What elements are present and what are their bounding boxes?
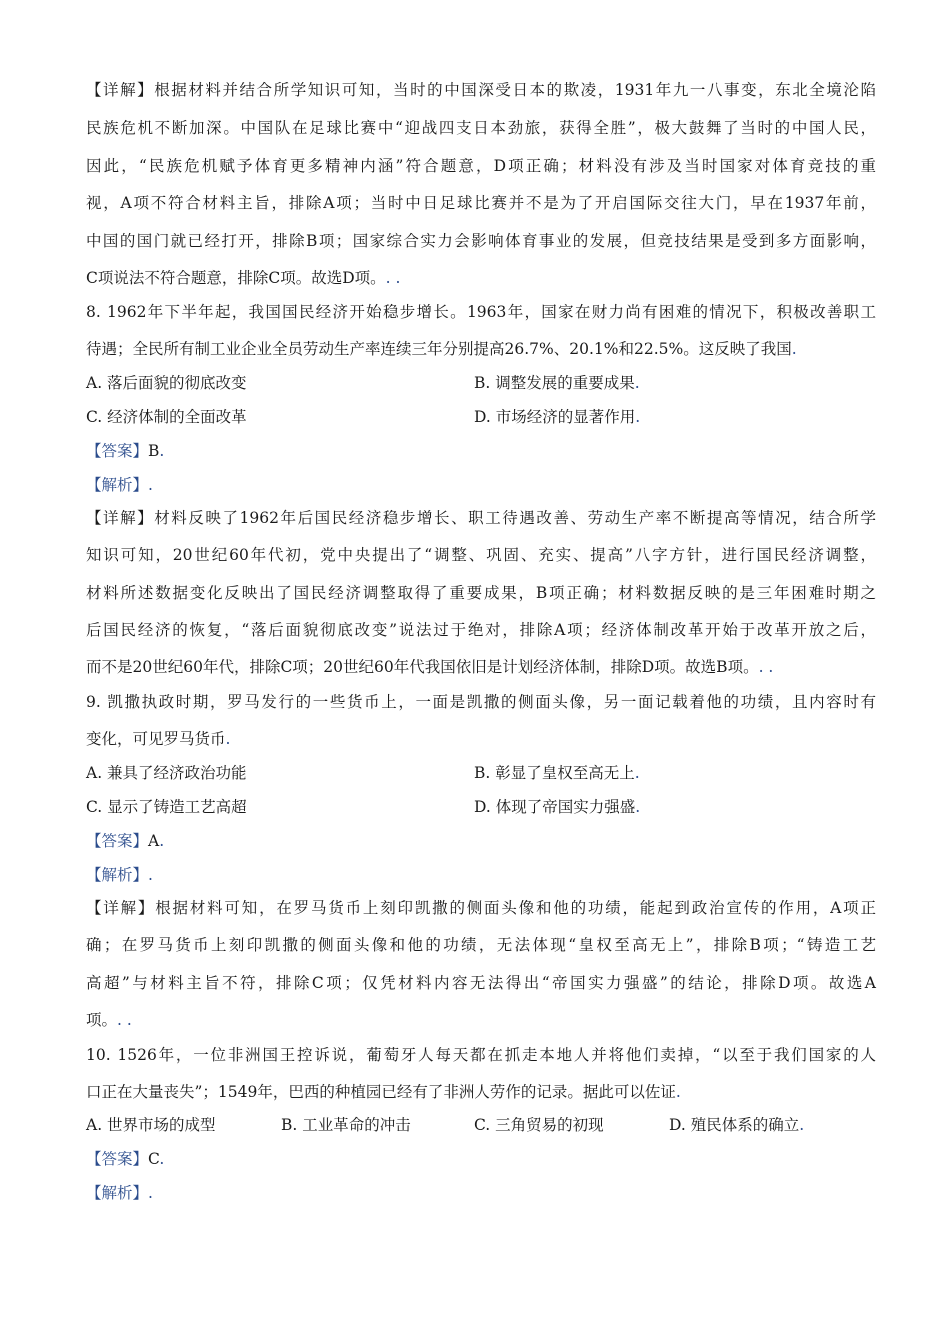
q9-option-a: A. 兼具了经济政治功能 <box>86 764 247 782</box>
q8-analysis-label: 【解析】. <box>86 476 153 494</box>
q8-detail-line-3: 材料所述数据变化反映出了国民经济调整取得了重要成果，B项正确；材料数据反映的是三年困难时期之 <box>86 584 876 602</box>
q10-option-a: A. 世界市场的成型 <box>86 1116 216 1134</box>
q10-stem-line-2: 口正在大量丧失”；1549年，巴西的种植园已经有了非洲人劳作的记录。据此可以佐证. <box>86 1083 681 1101</box>
q10-option-c: C. 三角贸易的初现 <box>474 1116 604 1134</box>
q8-answer: 【答案】B. <box>86 442 165 460</box>
q8-stem-line-1: 8. 1962年下半年起，我国国民经济开始稳步增长。1963年，国家在财力尚有困难的情况下，积极改善职工 <box>86 303 876 321</box>
q7-detail-line-1: 【详解】根据材料并结合所学知识可知，当时的中国深受日本的欺凌，1931年九一八事变，东北全境沦陷 <box>86 81 876 99</box>
q8-detail-line-5: 而不是20世纪60年代，排除C项；20世纪60年代我国依旧是计划经济体制，排除D项。故选B项。. . <box>86 658 774 676</box>
q7-detail-line-3: 因此，“民族危机赋予体育更多精神内涵”符合题意，D项正确；材料没有涉及当时国家对体育竞技的重 <box>86 157 876 175</box>
q9-detail-line-4: 项。. . <box>86 1011 132 1029</box>
q8-option-b: B. 调整发展的重要成果. <box>474 374 640 392</box>
q8-detail-line-4: 后国民经济的恢复，“落后面貌彻底改变”说法过于绝对，排除A项；经济体制改革开始于改革开放之后， <box>86 621 876 639</box>
q10-option-b: B. 工业革命的冲击 <box>281 1116 411 1134</box>
q8-detail-line-1: 【详解】材料反映了1962年后国民经济稳步增长、职工待遇改善、劳动生产率不断提高等情况，结合所学 <box>86 509 876 527</box>
q9-option-d: D. 体现了帝国实力强盛. <box>474 798 641 816</box>
q10-analysis-label: 【解析】. <box>86 1184 153 1202</box>
q10-answer: 【答案】C. <box>86 1150 165 1168</box>
q9-detail-line-2: 确；在罗马货币上刻印凯撒的侧面头像和他的功绩，无法体现“皇权至高无上”，排除B项；“铸造工艺 <box>86 936 876 954</box>
q7-detail-line-5: 中国的国门就已经打开，排除B项；国家综合实力会影响体育事业的发展，但竞技结果是受到多方面影响， <box>86 232 876 250</box>
q9-stem-line-2: 变化，可见罗马货币. <box>86 730 231 748</box>
q7-detail-line-4: 视，A项不符合材料主旨，排除A项；当时中日足球比赛并不是为了开启国际交往大门，早在1937年前， <box>86 194 876 212</box>
q9-option-b: B. 彰显了皇权至高无上. <box>474 764 640 782</box>
q8-stem-line-2: 待遇；全民所有制工业企业全员劳动生产率连续三年分别提高26.7%、20.1%和22.5%。这反映了我国. <box>86 340 797 358</box>
q9-detail-line-1: 【详解】根据材料可知，在罗马货币上刻印凯撒的侧面头像和他的功绩，能起到政治宣传的作用，A项正 <box>86 899 876 917</box>
q8-detail-line-2: 知识可知，20世纪60年代初，党中央提出了“调整、巩固、充实、提高”八字方针，进行国民经济调整， <box>86 546 876 564</box>
q7-detail-line-2: 民族危机不断加深。中国队在足球比赛中“迎战四支日本劲旅，获得全胜”，极大鼓舞了当时的中国人民， <box>86 119 876 137</box>
q10-stem-line-1: 10. 1526年，一位非洲国王控诉说，葡萄牙人每天都在抓走本地人并将他们卖掉，“以至于我们国家的人 <box>86 1046 876 1064</box>
q8-option-c: C. 经济体制的全面改革 <box>86 408 247 426</box>
q9-answer: 【答案】A. <box>86 832 165 850</box>
q9-option-c: C. 显示了铸造工艺高超 <box>86 798 247 816</box>
q9-detail-line-3: 高超”与材料主旨不符，排除C项；仅凭材料内容无法得出“帝国实力强盛”的结论，排除D项。故选A <box>86 974 876 992</box>
q7-detail-line-6: C项说法不符合题意，排除C项。故选D项。. . <box>86 269 401 287</box>
q10-option-d: D. 殖民体系的确立. <box>669 1116 805 1134</box>
q9-analysis-label: 【解析】. <box>86 866 153 884</box>
q8-option-d: D. 市场经济的显著作用. <box>474 408 641 426</box>
q9-stem-line-1: 9. 凯撒执政时期，罗马发行的一些货币上，一面是凯撒的侧面头像，另一面记载着他的功绩，且内容时有 <box>86 693 876 711</box>
q8-option-a: A. 落后面貌的彻底改变 <box>86 374 247 392</box>
